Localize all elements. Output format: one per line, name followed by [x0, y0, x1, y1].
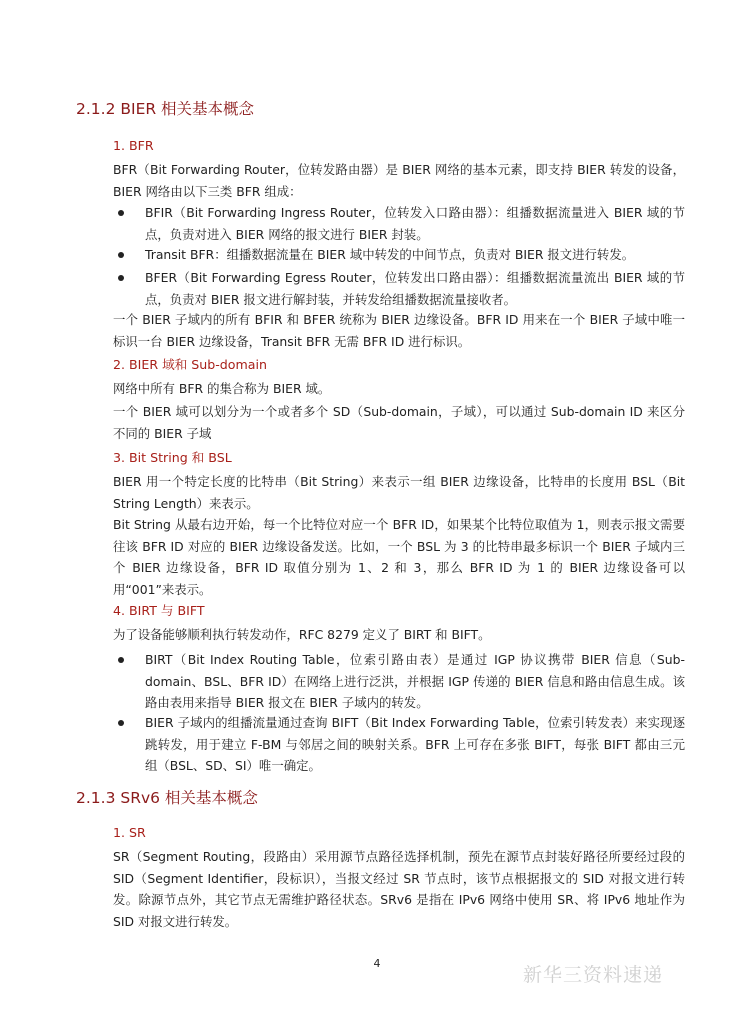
paragraph-bier-edge: 一个 BIER 子域内的所有 BFIR 和 BFER 统称为 BIER 边缘设备。BFR ID 用来在一个 BIER 子域中唯一标识一台 BIER 边缘设备，Transit BFR 无需 BFR ID 进行标识。	[113, 312, 685, 349]
paragraph-sub-domain: 一个 BIER 域可以划分为一个或者多个 SD（Sub-domain，子域），可以通过 Sub-domain ID 来区分不同的 BIER 子域	[113, 404, 685, 441]
subsection-heading-bit-string: 3. Bit String 和 BSL	[113, 450, 232, 465]
paragraph-rfc8279: 为了设备能够顺利执行转发动作，RFC 8279 定义了 BIRT 和 BIFT。	[113, 627, 491, 642]
bullet-dot	[118, 252, 124, 258]
subsection-heading-bfr: 1. BFR	[113, 138, 154, 153]
bullet-transit-bfr: Transit BFR：组播数据流量在 BIER 域中转发的中间节点，负责对 BIER 报文进行转发。	[145, 247, 635, 262]
paragraph-bit-string-example: Bit String 从最右边开始，每一个比特位对应一个 BFR ID，如果某个比特位取值为 1，则表示报文需要往该 BFR ID 对应的 BIER 边缘设备发送。比如，一个 BSL 为 3 的比特串最多标识一个 BIER 子域内三个 BIER 边缘设备，BFR ID 取值分别为 1、2 和 3，那么 BFR ID 为 1 的 BIER 边缘设备可以用“001”来表示。	[113, 517, 685, 597]
bullet-bfer: BFER（Bit Forwarding Egress Router，位转发出口路由器）：组播数据流量流出 BIER 域的节点，负责对 BIER 报文进行解封装，并转发给组播数据流量接收者。	[145, 270, 685, 307]
bullet-dot	[118, 275, 124, 281]
bullet-bfir: BFIR（Bit Forwarding Ingress Router，位转发入口路由器）：组播数据流量进入 BIER 域的节点，负责对进入 BIER 网络的报文进行 BIER 封装。	[145, 205, 685, 242]
subsection-heading-birt-bift: 4. BIRT 与 BIFT	[113, 603, 205, 618]
paragraph-sr: SR（Segment Routing，段路由）采用源节点路径选择机制，预先在源节点封装好路径所要经过段的 SID（Segment Identifier，段标识），当报文经过 SR 节点时，该节点根据报文的 SID 对报文进行转发。除源节点外，其它节点无需维护路径状态。SRv6 是指在 IPv6 网络中使用 SR、将 IPv6 地址作为 SID 对报文进行转发。	[113, 849, 685, 929]
paragraph-bier-domain: 网络中所有 BFR 的集合称为 BIER 域。	[113, 381, 331, 396]
subsection-heading-sr: 1. SR	[113, 825, 146, 840]
paragraph-bit-string: BIER 用一个特定长度的比特串（Bit String）来表示一组 BIER 边缘设备，比特串的长度用 BSL（Bit String Length）来表示。	[113, 474, 685, 511]
section-heading-srv6: 2.1.3 SRv6 相关基本概念	[76, 789, 258, 807]
bullet-birt: BIRT（Bit Index Routing Table，位索引路由表）是通过 IGP 协议携带 BIER 信息（Sub-domain、BSL、BFR ID）在网络上进行泛洪，并根据 IGP 传递的 BIER 信息和路由信息生成。该路由表用来指导 BIER 报文在 BIER 子域内的转发。	[145, 652, 685, 710]
watermark: 新华三资料速递	[523, 964, 664, 986]
bullet-dot	[118, 720, 124, 726]
paragraph-bfr-intro: BFR（Bit Forwarding Router，位转发路由器）是 BIER 网络的基本元素，即支持 BIER 转发的设备，BIER 网络由以下三类 BFR 组成：	[113, 162, 685, 199]
section-heading-bier: 2.1.2 BIER 相关基本概念	[76, 100, 255, 118]
subsection-heading-bier-domain: 2. BIER 域和 Sub-domain	[113, 357, 267, 372]
bullet-dot	[118, 657, 124, 663]
bullet-dot	[118, 210, 124, 216]
page-number: 4	[373, 957, 381, 970]
bullet-bift: BIER 子域内的组播流量通过查询 BIFT（Bit Index Forwarding Table，位索引转发表）来实现逐跳转发，用于建立 F-BM 与邻居之间的映射关系。BFR 上可存在多张 BIFT，每张 BIFT 都由三元组（BSL、SD、SI）唯一确定。	[145, 715, 685, 773]
